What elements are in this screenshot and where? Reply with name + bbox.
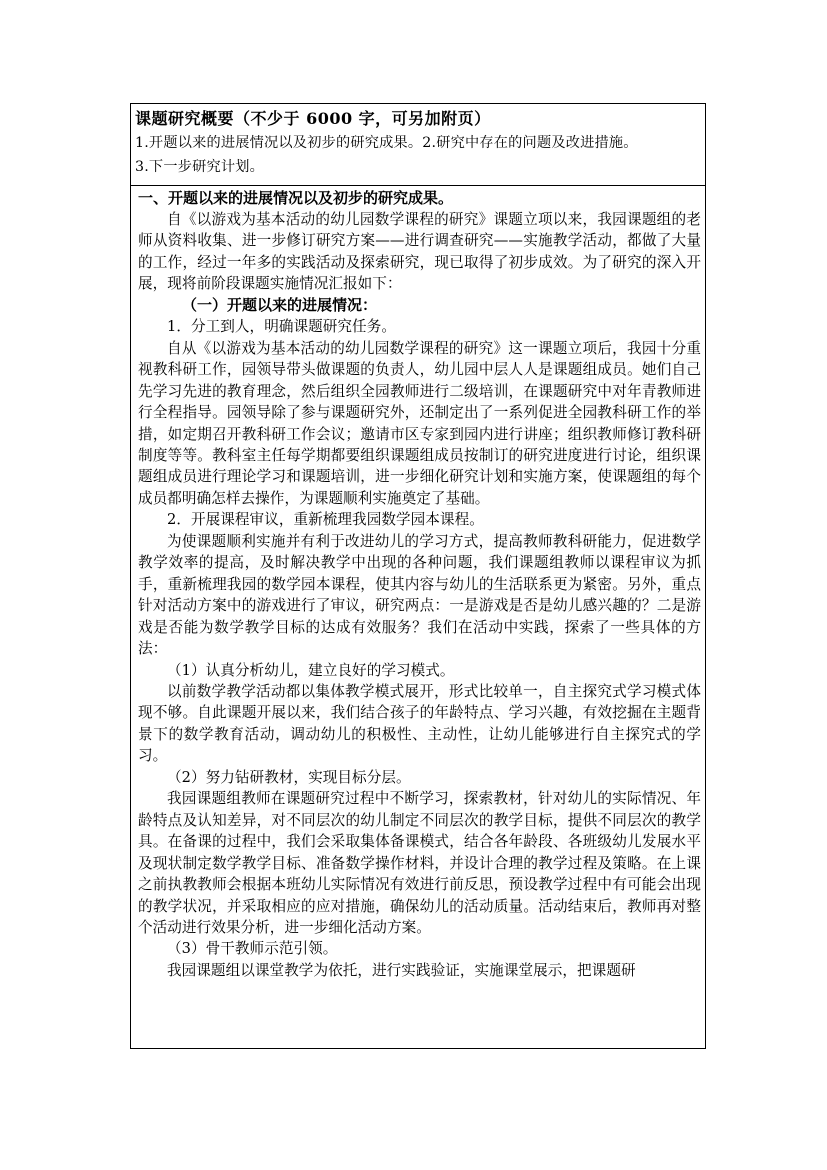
summary-title: 课题研究概要（不少于 6000 字，可另加附页）	[135, 109, 491, 128]
method-1-heading: （1）认真分析幼儿，建立良好的学习模式。	[167, 661, 455, 679]
method-2-paragraph: 我园课题组教师在课题研究过程中不断学习，探索教材，针对幼儿的实际情况、年龄特点及认知差异，对不同层次的幼儿制定不同层次的教学目标，提供不同层次的教学具。在备课的过程中，我们会采取集体备课模式，结合各年龄段、各班级幼儿发展水平及现状制定数学教学目标、准备数学操作材料，并设计合理的教学过程及策略。在上课之前执教教师会根据本班幼儿实际情况有效进行前反思，预设教学过程中有可能会出现的教学状况，并采取相应的应对措施，确保幼儿的活动质量。活动结束后，教师再对整个活动进行效果分析，进一步细化活动方案。	[138, 790, 701, 936]
intro-paragraph: 自《以游戏为基本活动的幼儿园数学课程的研究》课题立项以来，我园课题组的老师从资料收集、进一步修订研究方案——进行调查研究——实施教学活动，都做了大量的工作，经过一年多的实践活动及探索研究，现已取得了初步成效。为了研究的深入开展，现将前阶段课题实施情况汇报如下：	[138, 211, 701, 293]
method-2-heading: （2）努力钻研教材，实现目标分层。	[167, 768, 411, 786]
method-3-heading: （3）骨干教师示范引领。	[167, 940, 338, 958]
item-2-paragraph: 为使课题顺利实施并有利于改进幼儿的学习方式，提高教师教科研能力，促进数学教学效率的提高，及时解决教学中出现的各种问题，我们课题组教师以课程审议为抓手，重新梳理我园的数学园本课程，使其内容与幼儿的生活联系更为紧密。另外，重点针对活动方案中的游戏进行了审议，研究两点：一是游戏是否是幼儿感兴趣的？二是游戏是否能为数学教学目标的达成有效服务？我们在活动中实践，探索了一些具体的方法：	[138, 532, 701, 658]
section-title: 一、开题以来的进展情况以及初步的研究成果。	[138, 189, 454, 207]
report-table	[130, 103, 706, 1049]
method-3-paragraph: 我园课题组以课堂教学为依托，进行实践验证，实施课堂展示，把课题研	[167, 961, 636, 979]
requirement-line-1: 1.开题以来的进展情况以及初步的研究成果。2.研究中存在的问题及改进措施。	[135, 135, 638, 151]
table-header-cell	[131, 107, 705, 186]
subsection-title: （一）开题以来的进展情况：	[182, 295, 378, 314]
item-2-heading: 2．开展课程审议，重新梳理我园数学园本课程。	[167, 511, 484, 529]
item-1-paragraph: 自从《以游戏为基本活动的幼儿园数学课程的研究》这一课题立项后，我园十分重视教科研工作，园领导带头做课题的负责人，幼儿园中层人人是课题组成员。她们自己先学习先进的教育理念，然后组织全园教师进行二级培训，在课题研究中对年青教师进行全程指导。园领导除了参与课题研究外，还制定出了一系列促进全园教科研工作的举措，如定期召开教科研工作会议；邀请市区专家到园内进行讲座；组织教师修订教科研制度等等。教科室主任每学期都要组织课题组成员按制订的研究进度进行讨论，组织课题组成员进行理论学习和课题培训，进一步细化研究计划和实施方案，使课题组的每个成员都明确怎样去操作，为课题顺利实施奠定了基础。	[138, 339, 701, 507]
method-1-paragraph: 以前数学教学活动都以集体教学模式展开，形式比较单一，自主探究式学习模式体现不够。自此课题开展以来，我们结合孩子的年龄特点、学习兴趣，有效挖掘在主题背景下的数学教育活动，调动幼儿的积极性、主动性，让幼儿能够进行自主探究式的学习。	[138, 683, 701, 765]
table-body-cell	[131, 188, 705, 981]
item-1-heading: 1．分工到人，明确课题研究任务。	[167, 318, 396, 336]
requirement-line-2: 3.下一步研究计划。	[135, 159, 265, 175]
